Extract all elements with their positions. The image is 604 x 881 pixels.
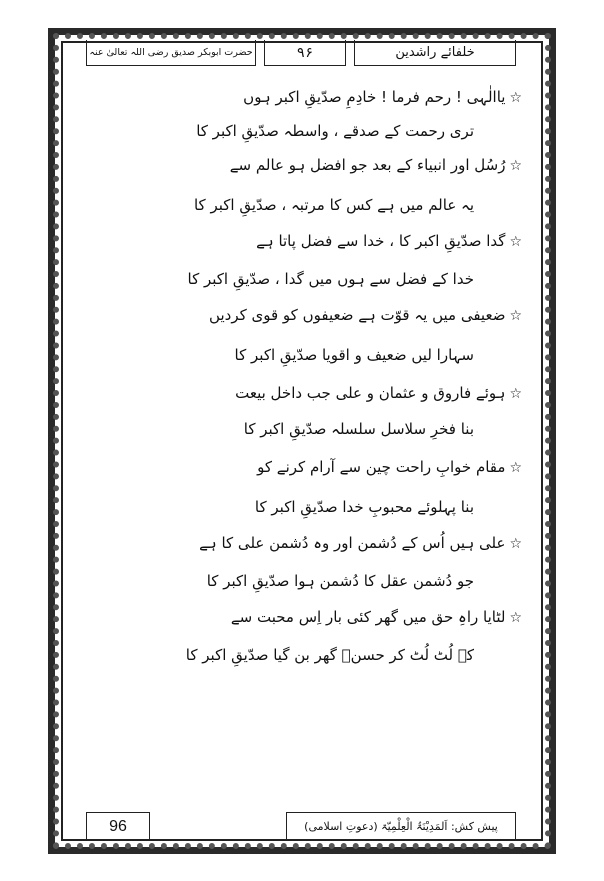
star-icon: ☆ — [509, 234, 522, 250]
verse-line: یہ عالم میں ہے کس کا مرتبہ ، صدّیقِ اکبر کا — [193, 196, 474, 214]
publisher-credit: پیش کش: اَلمَدِیْنَۃُ الْعِلْمِیّۃ (دعوتِ اسلامی) — [286, 812, 516, 840]
verse-line: جو دُشمن عقل کا دُشمن ہوا صدّیقِ اکبر کا — [206, 572, 474, 590]
verse-line: تری رحمت کے صدقے ، واسطہ صدّیقِ اکبر کا — [196, 122, 474, 140]
chapter-title: حضرت ابوبکر صدیق رضی اللہ تعالیٰ عنہ — [86, 40, 256, 66]
star-icon: ☆ — [509, 460, 522, 476]
star-icon: ☆ — [509, 610, 522, 626]
verse-line: ☆گدا صدّیقِ اکبر کا ، خدا سے فضل پاتا ہے — [256, 232, 522, 250]
header-page-number: ۹۶ — [264, 40, 346, 66]
star-icon: ☆ — [509, 536, 522, 552]
verse-line: ☆مقام خوابِ راحت چین سے آرام کرنے کو — [257, 458, 522, 476]
verse-line: خدا کے فضل سے ہوں میں گدا ، صدّیقِ اکبر کا — [187, 270, 474, 288]
verse-line: ☆ضعیفی میں یہ قوّت ہے ضعیفوں کو قوی کردیں — [209, 306, 522, 324]
page-number: 96 — [86, 812, 150, 840]
verse-line: ☆یاالٰہی ! رحم فرما ! خادِمِ صدّیقِ اکبر ہوں — [243, 88, 522, 106]
verse-line: بنا فخرِ سلاسل سلسلہ صدّیقِ اکبر کا — [243, 420, 474, 438]
page-footer — [86, 812, 516, 842]
star-icon: ☆ — [509, 308, 522, 324]
verse-line: سہارا لیں ضعیف و اقویا صدّیقِ اکبر کا — [234, 346, 474, 364]
star-icon: ☆ — [509, 386, 522, 402]
section-title: خلفائے راشدین — [354, 40, 516, 66]
verse-line: کہ لُٹ لُٹ کر حسنؔ گھر بن گیا صدّیقِ اکبر کا — [185, 646, 474, 664]
verse-line: ☆ہوئے فاروق و عثمان و علی جب داخل بیعت — [235, 384, 522, 402]
verse-line: ☆لٹایا راہِ حق میں گھر کئی بار اِس محبت سے — [230, 608, 522, 626]
verse-line: ☆رُسُل اور انبیاء کے بعد جو افضل ہو عالم سے — [229, 156, 522, 174]
verse-line: ☆علی ہیں اُس کے دُشمن اور وہ دُشمن علی کا ہے — [199, 534, 522, 552]
star-icon: ☆ — [509, 90, 522, 106]
star-icon: ☆ — [509, 158, 522, 174]
verse-line: بنا پہلوئے محبوبِ خدا صدّیقِ اکبر کا — [254, 498, 474, 516]
